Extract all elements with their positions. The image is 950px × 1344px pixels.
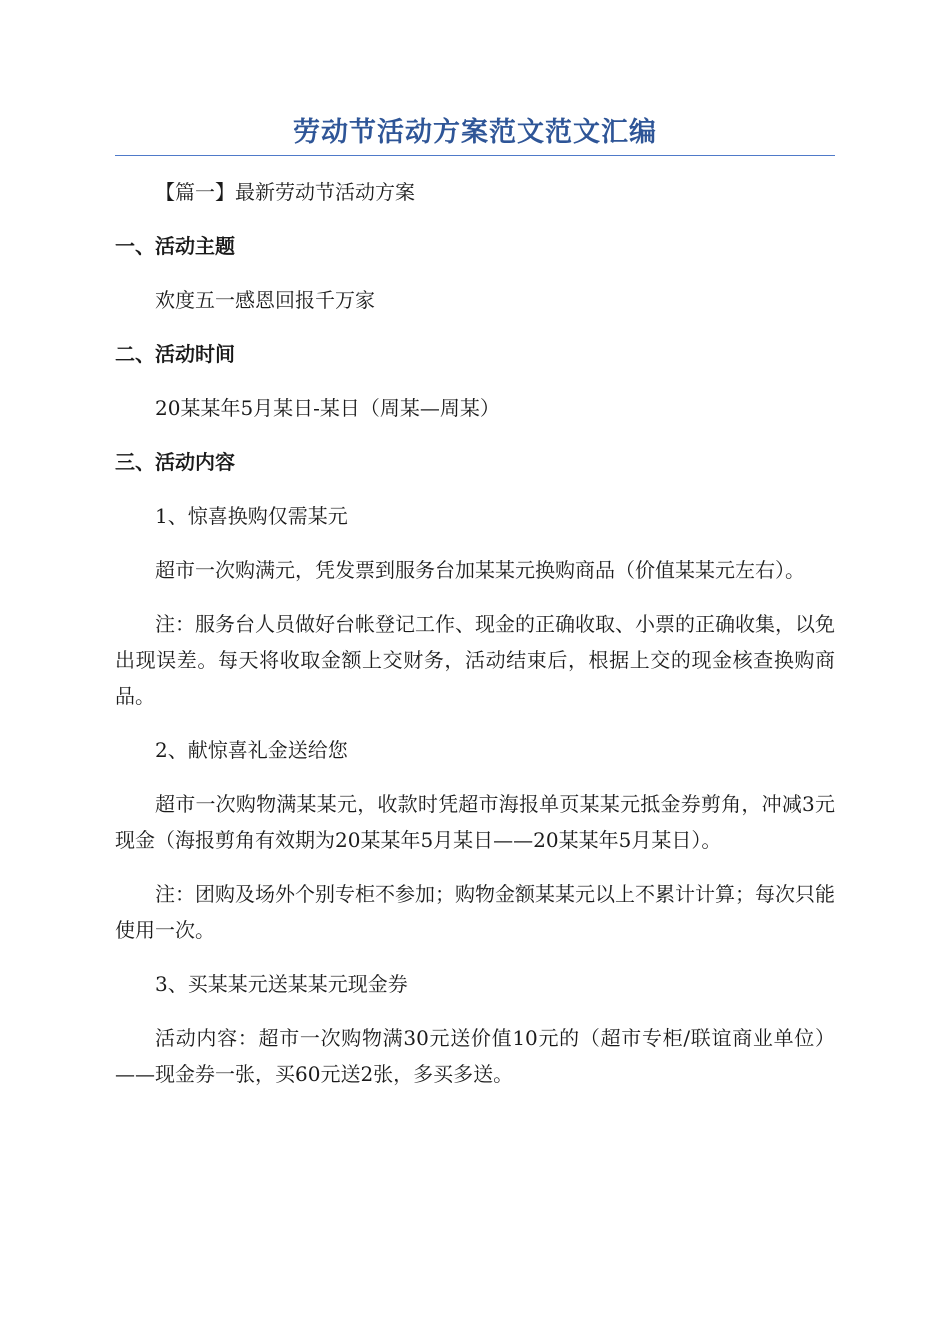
section-header: 【篇一】最新劳动节活动方案 — [155, 180, 415, 204]
paragraph-item-3: 活动内容：超市一次购物满30元送价值10元的（超市专柜/联谊商业单位）——现金券一张，买60元送2张，多买多送。 — [115, 1026, 835, 1086]
document-title: 劳动节活动方案范文范文汇编 — [293, 117, 657, 148]
note-item-2: 注：团购及场外个别专柜不参加；购物金额某某元以上不累计计算；每次只能使用一次。 — [115, 882, 835, 942]
subheading-item-2: 2、献惊喜礼金送给您 — [155, 738, 348, 762]
heading-content: 三、活动内容 — [115, 450, 235, 474]
heading-theme: 一、活动主题 — [115, 234, 235, 258]
paragraph-theme: 欢度五一感恩回报千万家 — [155, 288, 375, 312]
heading-time: 二、活动时间 — [115, 342, 235, 366]
subheading-item-1: 1、惊喜换购仅需某元 — [155, 504, 348, 528]
paragraph-item-1: 超市一次购满元，凭发票到服务台加某某元换购商品（价值某某元左右）。 — [155, 558, 805, 582]
subheading-item-3: 3、买某某元送某某元现金券 — [155, 972, 408, 996]
document-page — [115, 110, 835, 1110]
paragraph-time: 20某某年5月某日-某日（周某—周某） — [155, 396, 500, 420]
paragraph-item-2: 超市一次购物满某某元，收款时凭超市海报单页某某元抵金券剪角，冲减3元现金（海报剪角有效期为20某某年5月某日——20某某年5月某日）。 — [115, 792, 835, 852]
note-item-1: 注：服务台人员做好台帐登记工作、现金的正确收取、小票的正确收集，以免出现误差。每天将收取金额上交财务，活动结束后，根据上交的现金核查换购商品。 — [115, 612, 835, 708]
